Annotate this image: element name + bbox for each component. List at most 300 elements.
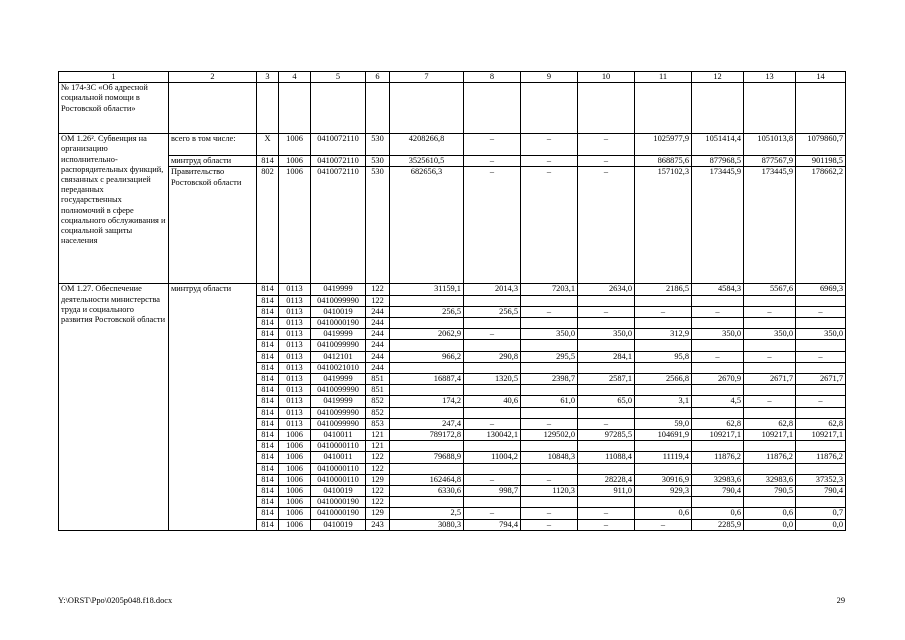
- value-cell: 794,4: [464, 519, 521, 530]
- value-cell: 814: [257, 418, 279, 429]
- value-cell: X: [257, 134, 279, 156]
- value-cell: [464, 295, 521, 306]
- value-cell: [692, 385, 744, 396]
- value-cell: 0410072110: [311, 156, 366, 167]
- value-cell: 814: [257, 463, 279, 474]
- value-cell: 2670,9: [692, 374, 744, 385]
- value-cell: –: [464, 156, 521, 167]
- value-cell: 0410000110: [311, 474, 366, 485]
- value-cell: [692, 318, 744, 329]
- value-cell: 1006: [279, 474, 311, 485]
- value-cell: 157102,3: [635, 167, 692, 284]
- empty-cell: [257, 83, 279, 134]
- value-cell: [744, 295, 796, 306]
- empty-cell: [169, 83, 257, 134]
- value-cell: [692, 497, 744, 508]
- value-cell: 851: [366, 385, 390, 396]
- value-cell: [521, 441, 578, 452]
- value-cell: 998,7: [464, 486, 521, 497]
- value-cell: [635, 497, 692, 508]
- value-cell: [578, 295, 635, 306]
- column-header: 11: [635, 72, 692, 83]
- value-cell: 11876,2: [796, 452, 846, 463]
- value-cell: 79688,9: [390, 452, 464, 463]
- value-cell: 40,6: [464, 396, 521, 407]
- value-cell: [464, 497, 521, 508]
- column-header: 6: [366, 72, 390, 83]
- value-cell: 814: [257, 329, 279, 340]
- value-cell: 0419999: [311, 284, 366, 295]
- empty-cell: [311, 83, 366, 134]
- value-cell: [390, 362, 464, 373]
- value-cell: 0419999: [311, 396, 366, 407]
- value-cell: 2285,9: [692, 519, 744, 530]
- value-cell: 129: [366, 508, 390, 519]
- value-cell: 4,5: [692, 396, 744, 407]
- value-cell: 2398,7: [521, 374, 578, 385]
- empty-cell: [635, 83, 692, 134]
- value-cell: [796, 463, 846, 474]
- value-cell: [796, 362, 846, 373]
- value-cell: 814: [257, 374, 279, 385]
- value-cell: [521, 318, 578, 329]
- value-cell: [464, 362, 521, 373]
- value-cell: 814: [257, 452, 279, 463]
- value-cell: 62,8: [692, 418, 744, 429]
- value-cell: [578, 463, 635, 474]
- table-row: [59, 134, 846, 156]
- value-cell: 244: [366, 306, 390, 317]
- value-cell: 0,6: [692, 508, 744, 519]
- value-cell: 32983,6: [744, 474, 796, 485]
- value-cell: 30916,9: [635, 474, 692, 485]
- value-cell: –: [464, 508, 521, 519]
- value-cell: 0,6: [635, 508, 692, 519]
- value-cell: 129502,0: [521, 430, 578, 441]
- value-cell: –: [521, 474, 578, 485]
- empty-cell: [578, 83, 635, 134]
- value-cell: [744, 318, 796, 329]
- value-cell: 814: [257, 441, 279, 452]
- column-header: 13: [744, 72, 796, 83]
- value-cell: 1006: [279, 156, 311, 167]
- value-cell: 2062,9: [390, 329, 464, 340]
- value-cell: 2014,3: [464, 284, 521, 295]
- value-cell: –: [692, 306, 744, 317]
- value-cell: 312,9: [635, 329, 692, 340]
- executor-cell: Правительство Ростовской области: [169, 167, 257, 284]
- value-cell: [521, 295, 578, 306]
- column-header: 10: [578, 72, 635, 83]
- value-cell: [635, 318, 692, 329]
- executor-cell: минтруд области: [169, 284, 257, 530]
- value-cell: –: [464, 134, 521, 156]
- value-cell: 814: [257, 474, 279, 485]
- value-cell: 0410099990: [311, 407, 366, 418]
- value-cell: 911,0: [578, 486, 635, 497]
- value-cell: 104691,9: [635, 430, 692, 441]
- value-cell: [464, 441, 521, 452]
- value-cell: 28228,4: [578, 474, 635, 485]
- value-cell: [692, 362, 744, 373]
- executor-cell: всего в том числе:: [169, 134, 257, 156]
- value-cell: 0410072110: [311, 167, 366, 284]
- column-header: 12: [692, 72, 744, 83]
- value-cell: 814: [257, 156, 279, 167]
- value-cell: [521, 362, 578, 373]
- value-cell: 852: [366, 407, 390, 418]
- value-cell: [796, 407, 846, 418]
- value-cell: 350,0: [521, 329, 578, 340]
- value-cell: 244: [366, 351, 390, 362]
- document-path: Y:\ORST\Ppo\0205p048.f18.docx: [58, 596, 173, 605]
- value-cell: 97285,5: [578, 430, 635, 441]
- value-cell: 814: [257, 396, 279, 407]
- value-cell: [578, 407, 635, 418]
- value-cell: [692, 407, 744, 418]
- value-cell: 4208266,8: [390, 134, 464, 156]
- value-cell: 1051013,8: [744, 134, 796, 156]
- column-header: 4: [279, 72, 311, 83]
- value-cell: 256,5: [464, 306, 521, 317]
- value-cell: 121: [366, 441, 390, 452]
- value-cell: 121: [366, 430, 390, 441]
- value-cell: 0410000190: [311, 508, 366, 519]
- value-cell: 129: [366, 474, 390, 485]
- value-cell: 0412101: [311, 351, 366, 362]
- value-cell: [578, 340, 635, 351]
- value-cell: [744, 441, 796, 452]
- value-cell: 173445,9: [692, 167, 744, 284]
- value-cell: 290,8: [464, 351, 521, 362]
- value-cell: 814: [257, 318, 279, 329]
- value-cell: –: [578, 306, 635, 317]
- value-cell: 3,1: [635, 396, 692, 407]
- value-cell: 31159,1: [390, 284, 464, 295]
- value-cell: 682656,3: [390, 167, 464, 284]
- value-cell: 109217,1: [796, 430, 846, 441]
- value-cell: 0113: [279, 306, 311, 317]
- value-cell: [521, 340, 578, 351]
- value-cell: 0113: [279, 385, 311, 396]
- value-cell: –: [692, 351, 744, 362]
- value-cell: –: [744, 396, 796, 407]
- value-cell: 11876,2: [692, 452, 744, 463]
- value-cell: –: [521, 156, 578, 167]
- value-cell: –: [796, 396, 846, 407]
- value-cell: [692, 441, 744, 452]
- value-cell: [578, 497, 635, 508]
- column-header: 14: [796, 72, 846, 83]
- value-cell: [464, 463, 521, 474]
- empty-cell: [464, 83, 521, 134]
- value-cell: 11119,4: [635, 452, 692, 463]
- value-cell: –: [464, 474, 521, 485]
- value-cell: [635, 340, 692, 351]
- column-header: 5: [311, 72, 366, 83]
- table-row: [59, 83, 846, 134]
- table-header-row: [59, 72, 846, 83]
- value-cell: 1025977,9: [635, 134, 692, 156]
- value-cell: [390, 463, 464, 474]
- table-row: [59, 167, 846, 284]
- value-cell: 11004,2: [464, 452, 521, 463]
- value-cell: 244: [366, 329, 390, 340]
- value-cell: [744, 407, 796, 418]
- value-cell: –: [578, 167, 635, 284]
- value-cell: 32983,6: [692, 474, 744, 485]
- value-cell: 0410019: [311, 306, 366, 317]
- value-cell: [796, 318, 846, 329]
- value-cell: 2566,8: [635, 374, 692, 385]
- value-cell: 0,0: [744, 519, 796, 530]
- value-cell: 901198,5: [796, 156, 846, 167]
- value-cell: [635, 441, 692, 452]
- value-cell: 2671,7: [796, 374, 846, 385]
- value-cell: 0113: [279, 329, 311, 340]
- value-cell: 1006: [279, 441, 311, 452]
- value-cell: [744, 362, 796, 373]
- value-cell: [578, 385, 635, 396]
- value-cell: 1006: [279, 430, 311, 441]
- value-cell: 0410099990: [311, 340, 366, 351]
- value-cell: [796, 497, 846, 508]
- page-number: 29: [836, 596, 845, 605]
- value-cell: 877567,9: [744, 156, 796, 167]
- value-cell: [635, 385, 692, 396]
- value-cell: 929,3: [635, 486, 692, 497]
- value-cell: 11876,2: [744, 452, 796, 463]
- value-cell: 11088,4: [578, 452, 635, 463]
- value-cell: 853: [366, 418, 390, 429]
- value-cell: 10848,3: [521, 452, 578, 463]
- value-cell: 0410099990: [311, 295, 366, 306]
- value-cell: 814: [257, 295, 279, 306]
- empty-cell: [390, 83, 464, 134]
- column-header: 8: [464, 72, 521, 83]
- value-cell: 0410011: [311, 452, 366, 463]
- value-cell: 0113: [279, 418, 311, 429]
- value-cell: –: [521, 167, 578, 284]
- value-cell: 2186,5: [635, 284, 692, 295]
- value-cell: –: [578, 156, 635, 167]
- column-header: 1: [59, 72, 169, 83]
- value-cell: 4584,3: [692, 284, 744, 295]
- value-cell: 1320,5: [464, 374, 521, 385]
- value-cell: [744, 497, 796, 508]
- value-cell: [692, 295, 744, 306]
- value-cell: 1120,3: [521, 486, 578, 497]
- value-cell: 814: [257, 385, 279, 396]
- value-cell: –: [744, 351, 796, 362]
- value-cell: 350,0: [744, 329, 796, 340]
- value-cell: 1006: [279, 167, 311, 284]
- value-cell: 0410072110: [311, 134, 366, 156]
- value-cell: 814: [257, 284, 279, 295]
- value-cell: –: [744, 306, 796, 317]
- value-cell: 1006: [279, 463, 311, 474]
- value-cell: 3080,3: [390, 519, 464, 530]
- value-cell: 877968,5: [692, 156, 744, 167]
- value-cell: [464, 385, 521, 396]
- value-cell: 1006: [279, 497, 311, 508]
- value-cell: 244: [366, 318, 390, 329]
- value-cell: 350,0: [578, 329, 635, 340]
- column-header: 2: [169, 72, 257, 83]
- value-cell: 1006: [279, 508, 311, 519]
- value-cell: 790,4: [692, 486, 744, 497]
- value-cell: 0410000110: [311, 463, 366, 474]
- value-cell: [796, 385, 846, 396]
- empty-cell: [521, 83, 578, 134]
- value-cell: 0410019: [311, 519, 366, 530]
- value-cell: 173445,9: [744, 167, 796, 284]
- value-cell: 0419999: [311, 329, 366, 340]
- value-cell: 109217,1: [692, 430, 744, 441]
- value-cell: 122: [366, 284, 390, 295]
- value-cell: 814: [257, 519, 279, 530]
- value-cell: –: [635, 306, 692, 317]
- value-cell: 256,5: [390, 306, 464, 317]
- value-cell: 122: [366, 452, 390, 463]
- value-cell: 122: [366, 463, 390, 474]
- value-cell: [390, 340, 464, 351]
- value-cell: [796, 441, 846, 452]
- value-cell: [521, 385, 578, 396]
- value-cell: 109217,1: [744, 430, 796, 441]
- empty-cell: [796, 83, 846, 134]
- value-cell: [578, 362, 635, 373]
- value-cell: 0410021010: [311, 362, 366, 373]
- value-cell: 814: [257, 351, 279, 362]
- value-cell: 37352,3: [796, 474, 846, 485]
- value-cell: [390, 407, 464, 418]
- value-cell: 530: [366, 156, 390, 167]
- value-cell: 814: [257, 497, 279, 508]
- value-cell: –: [521, 306, 578, 317]
- value-cell: [635, 362, 692, 373]
- value-cell: 350,0: [796, 329, 846, 340]
- value-cell: [578, 441, 635, 452]
- value-cell: [521, 497, 578, 508]
- value-cell: 95,8: [635, 351, 692, 362]
- value-cell: –: [521, 508, 578, 519]
- value-cell: 0410099990: [311, 418, 366, 429]
- value-cell: [390, 318, 464, 329]
- column-header: 7: [390, 72, 464, 83]
- value-cell: –: [464, 418, 521, 429]
- value-cell: 0410000110: [311, 441, 366, 452]
- value-cell: 2587,1: [578, 374, 635, 385]
- value-cell: 62,8: [796, 418, 846, 429]
- value-cell: 0410000190: [311, 497, 366, 508]
- value-cell: 0113: [279, 396, 311, 407]
- value-cell: –: [796, 351, 846, 362]
- value-cell: 247,4: [390, 418, 464, 429]
- value-cell: –: [578, 418, 635, 429]
- empty-cell: [366, 83, 390, 134]
- value-cell: 3525610,5: [390, 156, 464, 167]
- value-cell: [744, 463, 796, 474]
- value-cell: 1006: [279, 519, 311, 530]
- value-cell: [464, 340, 521, 351]
- value-cell: [635, 407, 692, 418]
- value-cell: 350,0: [692, 329, 744, 340]
- value-cell: 1079860,7: [796, 134, 846, 156]
- value-cell: [635, 295, 692, 306]
- value-cell: 0113: [279, 374, 311, 385]
- value-cell: 2,5: [390, 508, 464, 519]
- value-cell: [390, 385, 464, 396]
- value-cell: 814: [257, 407, 279, 418]
- table-row: [59, 284, 846, 295]
- value-cell: 295,5: [521, 351, 578, 362]
- value-cell: 122: [366, 497, 390, 508]
- value-cell: 0,6: [744, 508, 796, 519]
- value-cell: 122: [366, 295, 390, 306]
- value-cell: 0113: [279, 407, 311, 418]
- value-cell: 130042,1: [464, 430, 521, 441]
- value-cell: –: [635, 519, 692, 530]
- value-cell: 244: [366, 362, 390, 373]
- value-cell: –: [796, 306, 846, 317]
- value-cell: 178662,2: [796, 167, 846, 284]
- value-cell: 61,0: [521, 396, 578, 407]
- value-cell: 59,0: [635, 418, 692, 429]
- value-cell: 0113: [279, 284, 311, 295]
- value-cell: 0113: [279, 351, 311, 362]
- value-cell: 814: [257, 306, 279, 317]
- value-cell: 530: [366, 134, 390, 156]
- empty-cell: [279, 83, 311, 134]
- value-cell: 243: [366, 519, 390, 530]
- value-cell: 1006: [279, 452, 311, 463]
- value-cell: 814: [257, 508, 279, 519]
- value-cell: 530: [366, 167, 390, 284]
- value-cell: 174,2: [390, 396, 464, 407]
- value-cell: –: [521, 418, 578, 429]
- column-header: 3: [257, 72, 279, 83]
- value-cell: 6969,3: [796, 284, 846, 295]
- value-cell: 814: [257, 362, 279, 373]
- value-cell: [744, 385, 796, 396]
- value-cell: [578, 318, 635, 329]
- value-cell: 868875,6: [635, 156, 692, 167]
- value-cell: [744, 340, 796, 351]
- value-cell: –: [464, 329, 521, 340]
- value-cell: [796, 340, 846, 351]
- value-cell: 0113: [279, 295, 311, 306]
- value-cell: 0,0: [796, 519, 846, 530]
- value-cell: 5567,6: [744, 284, 796, 295]
- table-row: [59, 156, 846, 167]
- value-cell: 814: [257, 486, 279, 497]
- value-cell: 0410019: [311, 486, 366, 497]
- value-cell: 802: [257, 167, 279, 284]
- value-cell: 7203,1: [521, 284, 578, 295]
- value-cell: 1006: [279, 486, 311, 497]
- measure-description: ОМ 1.27. Обеспечение деятельности министерства труда и социального развития Ростовской области: [59, 284, 169, 530]
- measure-description: ОМ 1.26². Субвенция на организацию исполнительно-распорядительных функций, связанных с реализацией переданных государственных полномочий в сфере социального обслуживания и социальной защиты населения: [59, 134, 169, 284]
- empty-cell: [692, 83, 744, 134]
- value-cell: –: [578, 519, 635, 530]
- value-cell: 966,2: [390, 351, 464, 362]
- value-cell: 0419999: [311, 374, 366, 385]
- value-cell: 0410099990: [311, 385, 366, 396]
- value-cell: 2634,0: [578, 284, 635, 295]
- empty-cell: [744, 83, 796, 134]
- value-cell: 2671,7: [744, 374, 796, 385]
